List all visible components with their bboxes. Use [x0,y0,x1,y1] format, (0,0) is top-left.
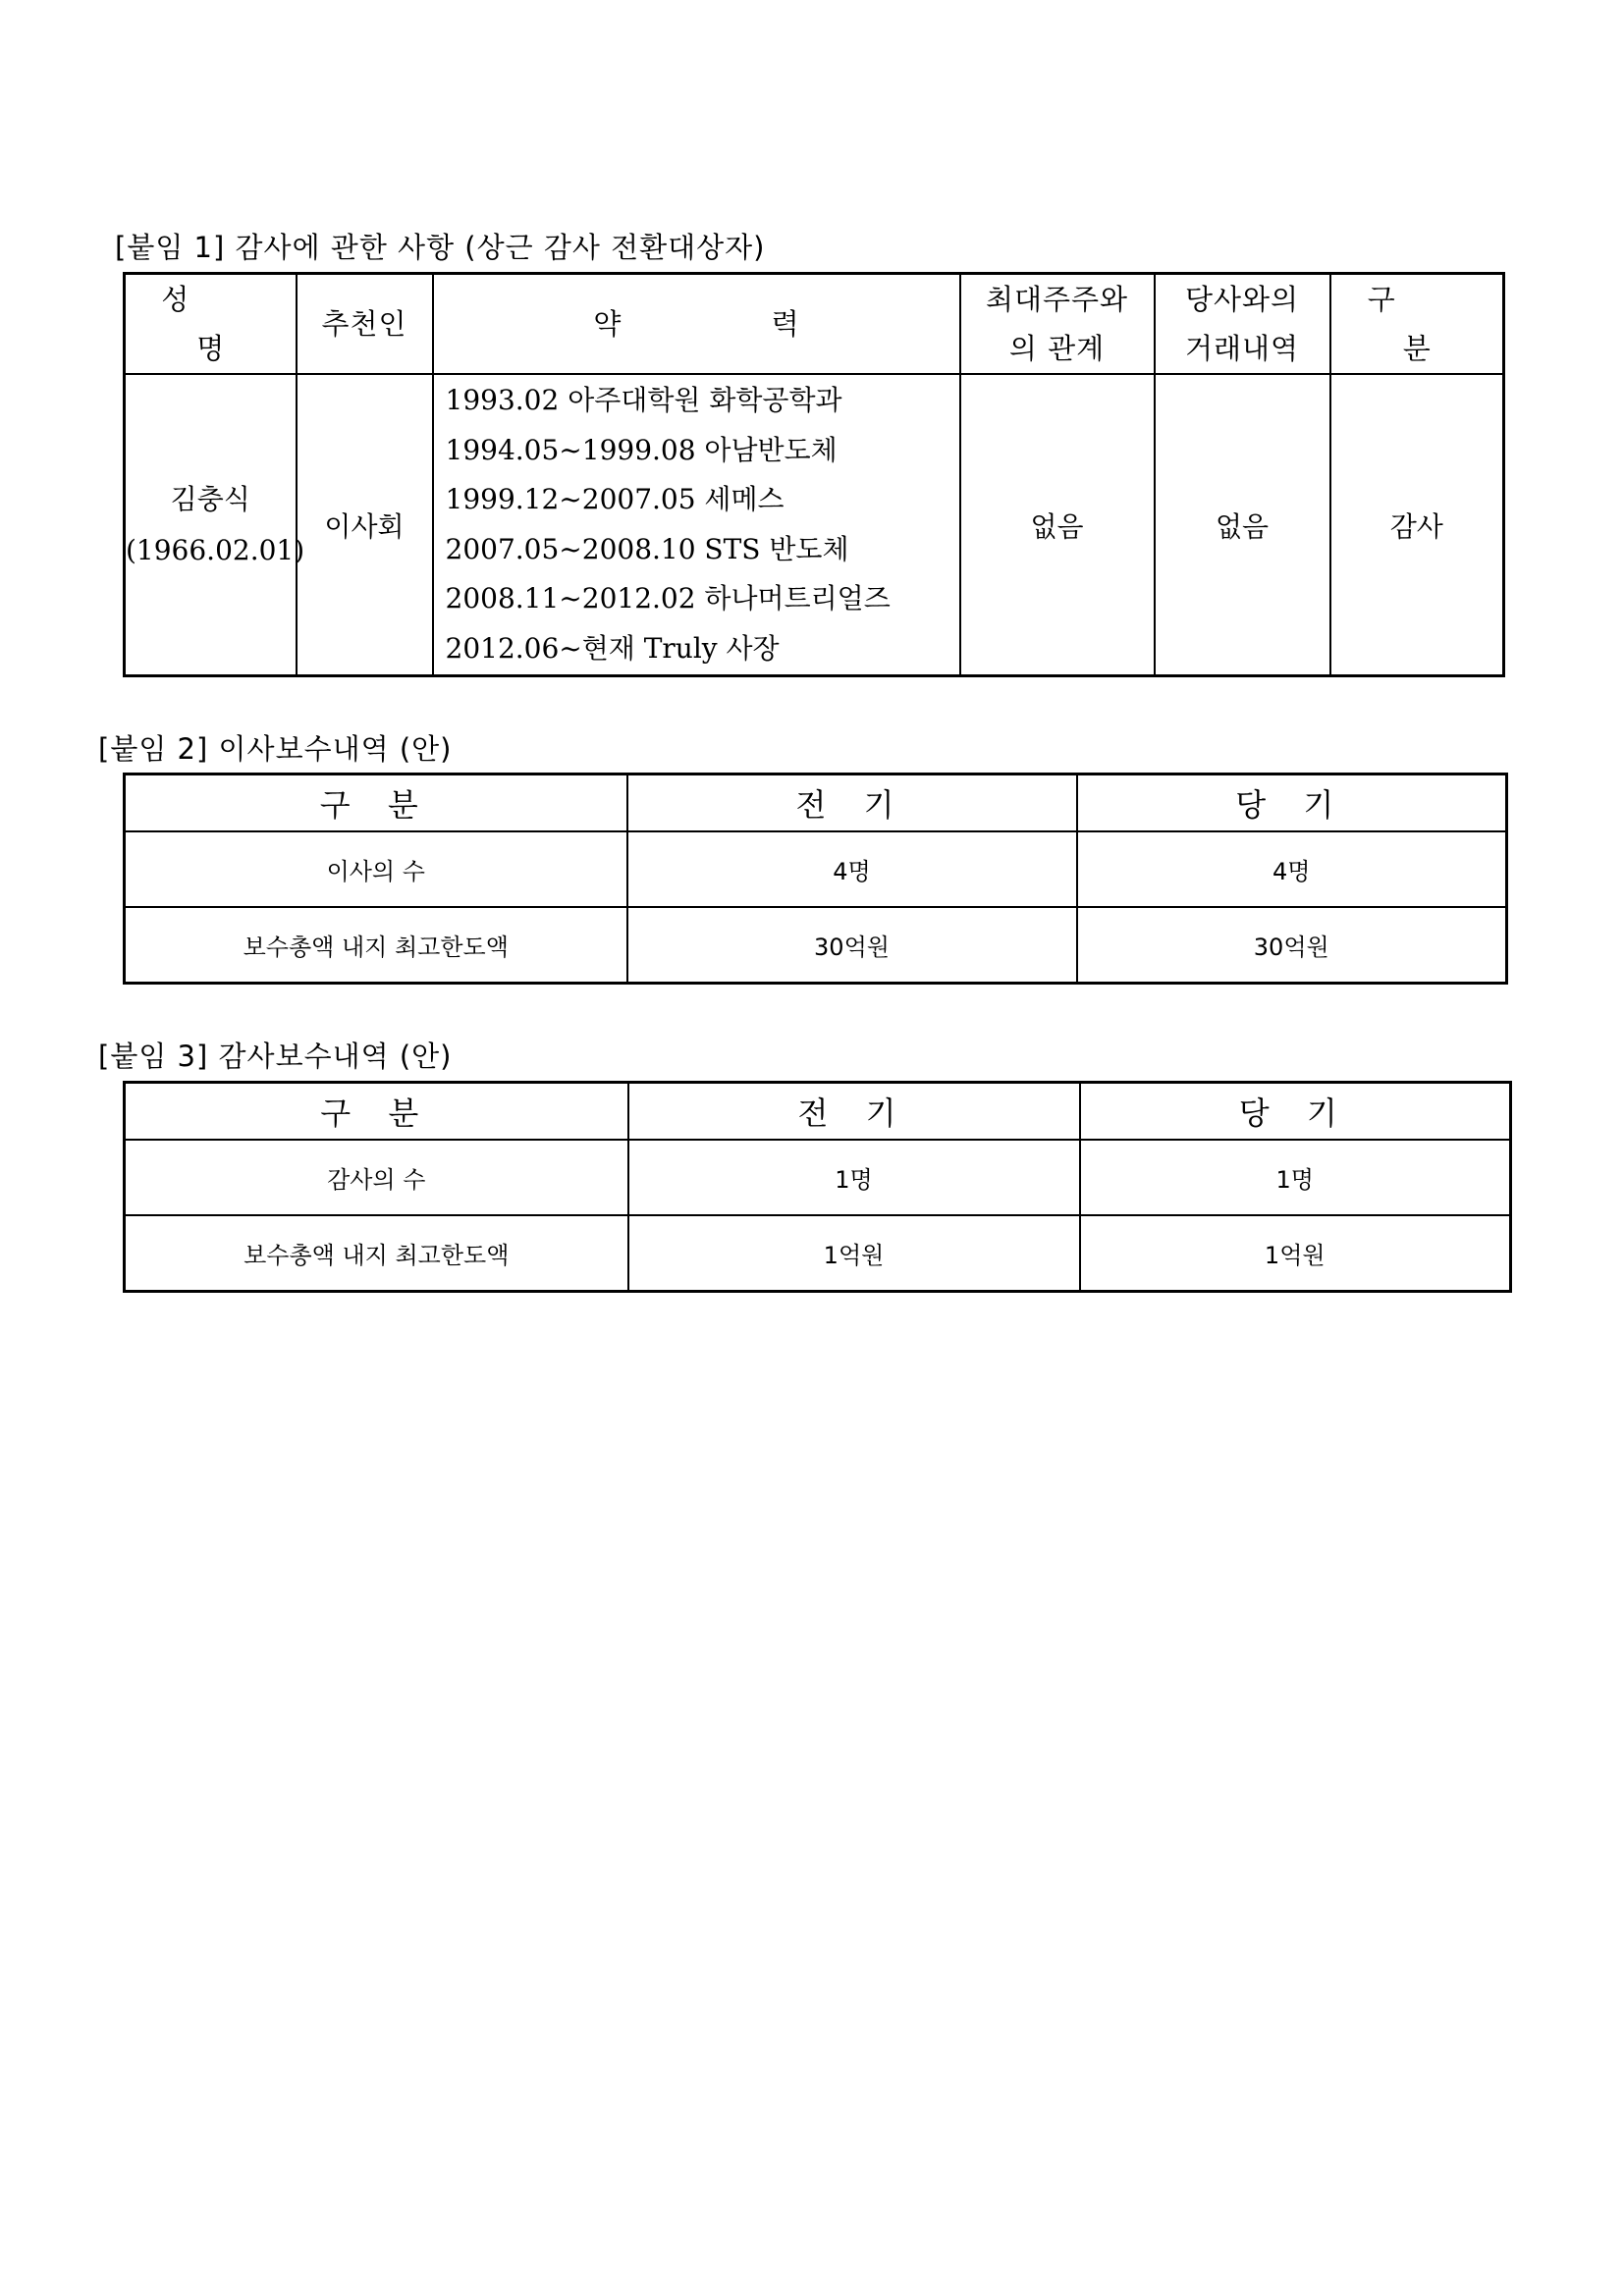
current-value: 1명 [1080,1140,1511,1215]
career-item: 2012.06~현재 Truly 사장 [445,631,780,665]
header-previous-period: 전 기 [627,774,1077,832]
header-category: 구 분 [125,774,627,832]
table-header-row [125,1083,1511,1141]
header-recommender: 추천인 [297,274,433,375]
candidate-birth: (1966.02.01) [126,533,305,566]
table-row [125,1140,1511,1215]
table-header-row [125,774,1507,832]
previous-value: 4명 [627,831,1077,907]
career-item: 2007.05~2008.10 STS 반도체 [445,532,849,565]
transaction-cell: 없음 [1155,374,1330,676]
career-item: 2008.11~2012.02 하나머트리얼즈 [445,582,891,614]
table-row [125,1215,1511,1292]
career-item: 1993.02 아주대학원 화학공학과 [445,384,842,416]
header-transaction-line2: 거래내역 [1184,332,1300,365]
category-cell: 감사 [1330,374,1504,676]
header-current-period: 당 기 [1077,774,1507,832]
section2-title: [붙임 2] 이사보수내역 (안) [98,732,453,766]
row-label: 감사의 수 [125,1140,628,1215]
recommender-cell: 이사회 [297,374,433,676]
row-label: 보수총액 내지 최고한도액 [125,1215,628,1292]
header-career: 약 력 [433,274,960,375]
candidate-name: 김충식 [170,482,250,515]
header-transaction [1155,274,1330,375]
auditor-info-table [123,272,1505,677]
section3-title: [붙임 3] 감사보수내역 (안) [98,1040,453,1073]
header-name: 성 명 [125,274,297,375]
previous-value: 30억원 [627,907,1077,984]
row-label: 보수총액 내지 최고한도액 [125,907,627,984]
header-relation-line1: 최대주주와 [985,283,1129,316]
career-item: 1994.05~1999.08 아남반도체 [445,433,838,466]
row-label: 이사의 수 [125,831,627,907]
section1-title: [붙임 1] 감사에 관한 사항 (상근 감사 전환대상자) [115,231,766,264]
header-category: 구 분 [125,1083,628,1141]
table-row [125,907,1507,984]
relation-cell: 없음 [960,374,1155,676]
header-relation-line2: 의 관계 [1008,332,1106,365]
header-current-period: 당 기 [1080,1083,1511,1141]
header-category: 구 분 [1330,274,1504,375]
table-header-row [125,274,1504,375]
previous-value: 1억원 [628,1215,1080,1292]
current-value: 4명 [1077,831,1507,907]
table-row [125,831,1507,907]
auditor-compensation-table [123,1081,1512,1293]
header-previous-period: 전 기 [628,1083,1080,1141]
career-cell [433,374,960,676]
director-compensation-table [123,773,1508,985]
table-row [125,374,1504,676]
header-relation [960,274,1155,375]
previous-value: 1명 [628,1140,1080,1215]
candidate-name-cell [125,374,305,676]
career-item: 1999.12~2007.05 세메스 [445,483,785,515]
header-transaction-line1: 당사와의 [1184,283,1300,316]
current-value: 1억원 [1080,1215,1511,1292]
current-value: 30억원 [1077,907,1507,984]
